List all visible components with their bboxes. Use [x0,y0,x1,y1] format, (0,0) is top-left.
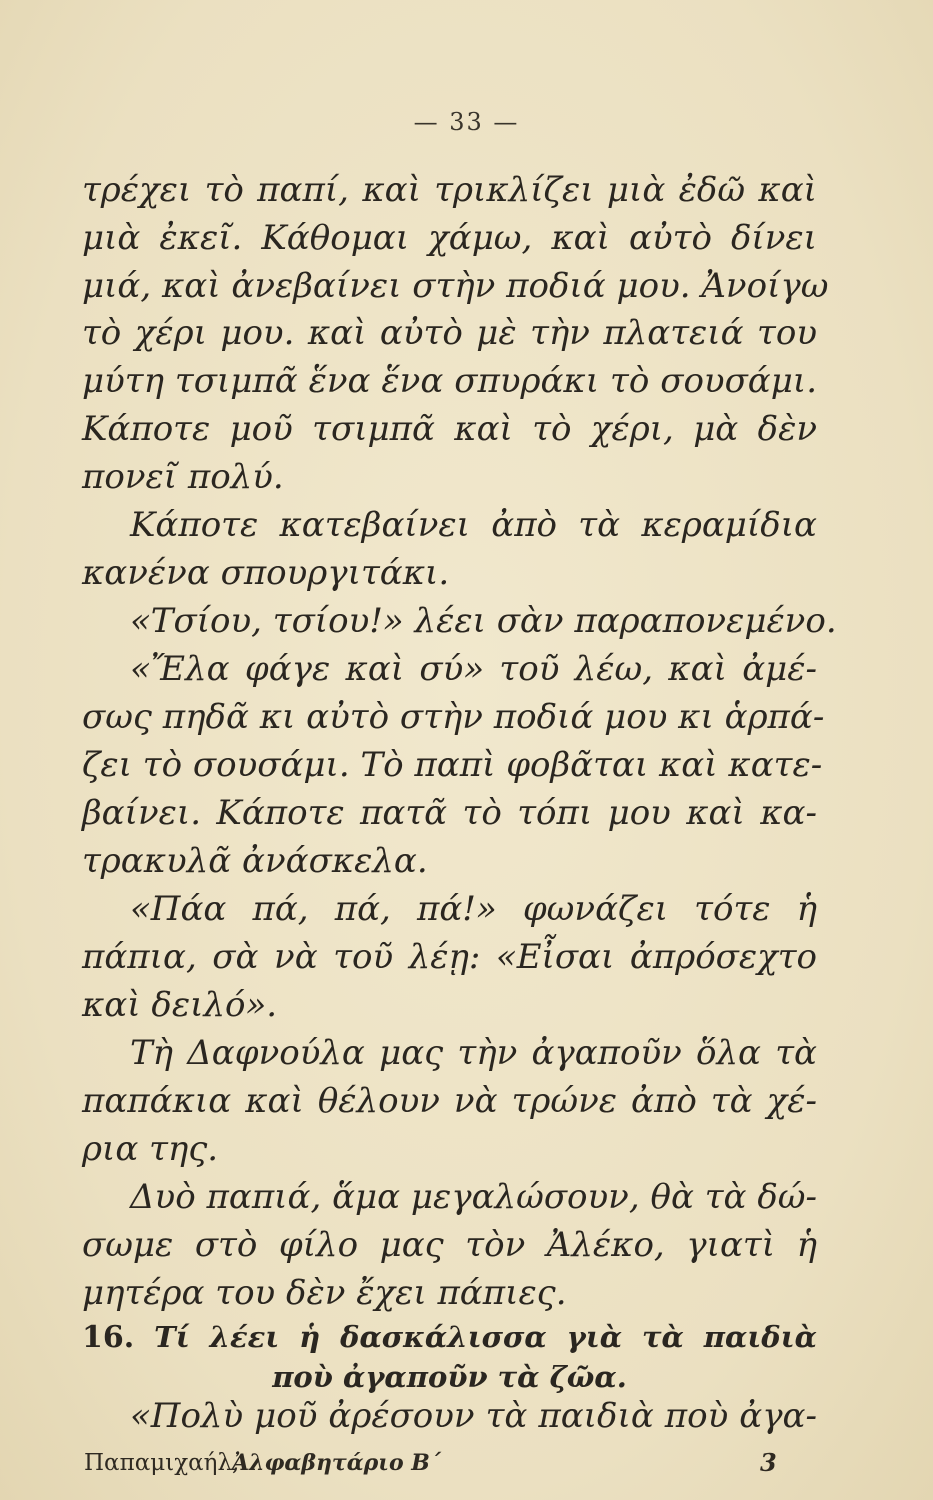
text-line: ρια της. [82,1129,219,1169]
text-line: τρέχει τὸ παπί, καὶ τρικλίζει μιὰ ἐδῶ καὶ [82,170,817,210]
text-line: ζει τὸ σουσάμι. Τὸ παπὶ φοβᾶται καὶ κατε- [82,745,823,785]
section-number: 16. [82,1320,135,1355]
text-line: μιὰ ἐκεῖ. Κάθομαι χάμω, καὶ αὐτὸ δίνει [82,218,817,258]
text-line: Κάποτε μοῦ τσιμπᾶ καὶ τὸ χέρι, μὰ δὲν [82,409,817,449]
text-line: μιά, καὶ ἀνεβαίνει στὴν ποδιά μου. Ἀνοίγω [82,266,829,306]
section-heading-line2: ποὺ ἀγαποῦν τὰ ζῶα. [272,1360,627,1394]
text-line: βαίνει. Κάποτε πατᾶ τὸ τόπι μου καὶ κα- [82,793,817,833]
paragraph-start: Κάποτε κατεβαίνει ἀπὸ τὰ κεραμίδια [130,505,817,545]
text-line: τρακυλᾶ ἀνάσκελα. [82,841,428,881]
text-line: μητέρα του δὲν ἔχει πάπιες. [82,1273,567,1313]
text-line: καὶ δειλό». [82,985,278,1025]
text-line: πονεῖ πολύ. [82,457,284,497]
paragraph-start: Τὴ Δαφνούλα μας τὴν ἀγαποῦν ὅλα τὰ [130,1033,817,1073]
text-line: σωμε στὸ φίλο μας τὸν Ἀλέκο, γιατὶ ἡ [82,1225,817,1265]
text-line: τὸ χέρι μου. καὶ αὐτὸ μὲ τὴν πλατειά του [82,313,817,353]
text-line: παπάκια καὶ θέλουν νὰ τρώνε ἀπὸ τὰ χέ- [82,1081,817,1121]
page-number: — 33 — [413,108,520,136]
text-line: μύτη τσιμπᾶ ἕνα ἕνα σπυράκι τὸ σουσάμι. [82,361,817,401]
footer-book-title: Ἀλφαβητάριο Β΄ [232,1450,441,1476]
text-line: σως πηδᾶ κι αὐτὸ στὴν ποδιά μου κι ἁρπά- [82,697,825,737]
paragraph-start: «Τσίου, τσίου!» λέει σὰν παραπονεμένο. [130,601,837,641]
footer-author: Παπαμιχαήλ, [84,1450,240,1476]
last-line: «Πολὺ μοῦ ἀρέσουν τὰ παιδιὰ ποὺ ἀγα- [130,1396,817,1436]
paragraph-start: Δυὸ παπιά, ἅμα μεγαλώσουν, θὰ τὰ δώ- [130,1177,817,1217]
paragraph-start: «Πάα πά, πά, πά!» φωνάζει τότε ἡ [130,889,817,929]
footer-signature-mark: 3 [760,1448,777,1477]
text-line: κανένα σπουργιτάκι. [82,553,450,593]
paragraph-start: «Ἔλα φάγε καὶ σύ» τοῦ λέω, καὶ ἀμέ- [130,649,817,689]
section-heading-line1: Τί λέει ἡ δασκάλισσα γιὰ τὰ παιδιὰ [154,1320,817,1354]
section-heading [82,1318,817,1357]
text-line: πάπια, σὰ νὰ τοῦ λέῃ: «Εἶσαι ἀπρόσεχτο [82,937,817,977]
